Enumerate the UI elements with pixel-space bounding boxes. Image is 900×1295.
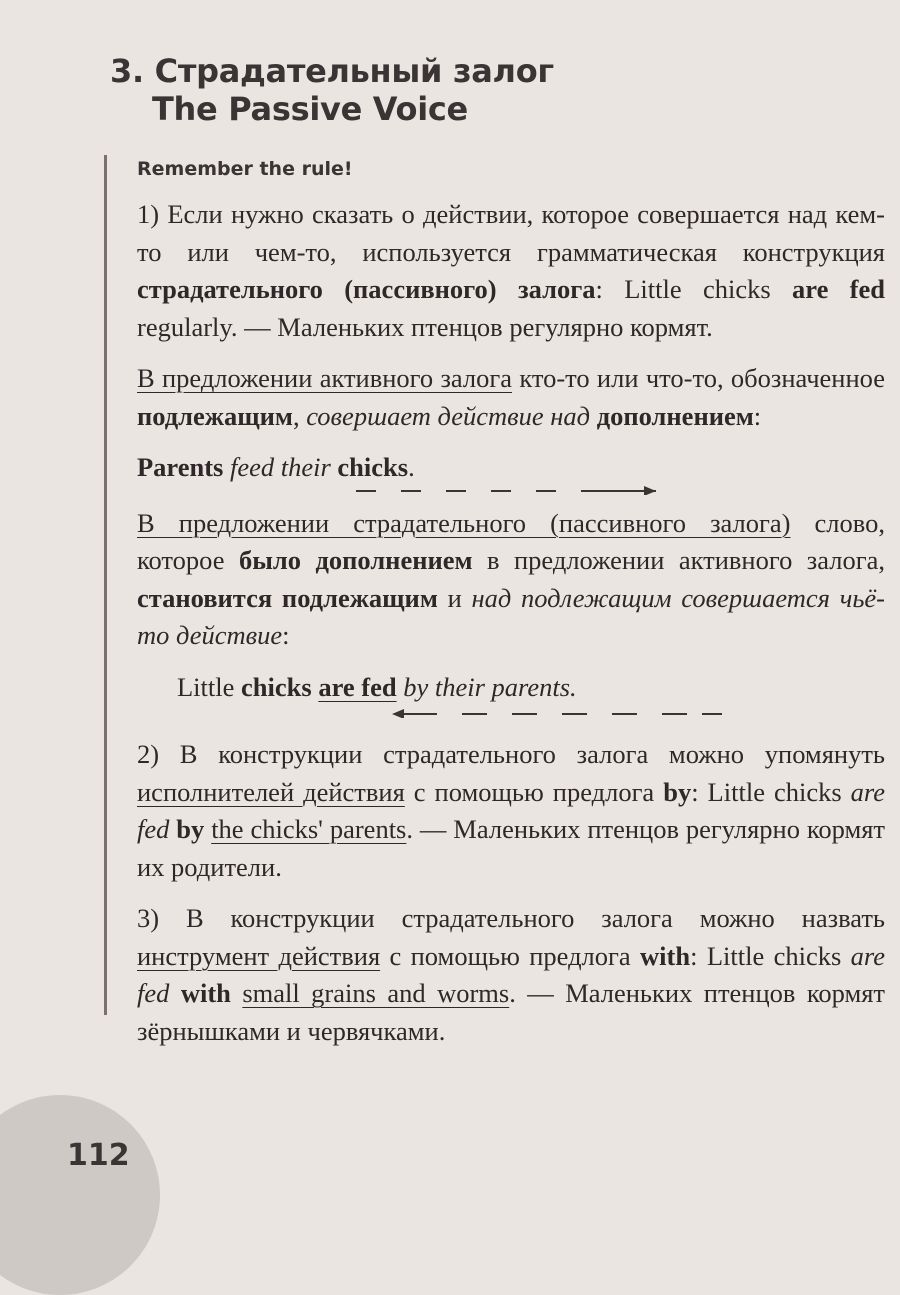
heading-english: The Passive Voice [152,90,468,128]
text-segment: are fed [318,671,397,702]
text-segment: : [753,400,762,431]
text-segment: В предложении страдательного (пассивного залога) [137,507,791,538]
example-passive [137,669,885,707]
text-segment: : Little chicks [595,274,793,304]
text-segment: над подлежащим совершается чьё-то действие [137,582,885,650]
text-segment: by [176,814,205,844]
text-segment: by [663,776,692,807]
text-segment: дополнением [596,400,754,431]
text-segment: feed their [223,452,331,482]
text-segment: , [292,400,307,431]
text-segment: small grains and worms [242,978,510,1008]
text-segment: было дополнением [238,545,473,575]
rule-paragraph [137,736,885,886]
text-segment: становится подлежащим [137,582,438,613]
text-segment: с помощью предлога [380,940,641,971]
text-segment: кто-то или что-то, обозначенное [512,363,885,393]
text-segment: страдательного (пассивного) залога [137,274,596,304]
text-segment: в предложении активного залога, [472,545,885,575]
text-segment: : [282,620,290,650]
text-segment: 3) В конструкции страдательного залога можно назвать [137,903,885,933]
text-segment: инструмент действия [137,940,381,971]
rule-paragraph [137,196,885,346]
text-segment: 2) В конструкции страдательного залога можно упомянуть [137,739,885,769]
text-segment: regularly. — Маленьких птенцов регулярно кормят. [137,311,713,342]
text-segment [231,978,242,1008]
text-segment: . — Маленьких птенцов кормят зёрнышками и червячками. [137,978,886,1046]
text-segment: are fed [137,776,885,844]
text-segment: : Little chicks [690,940,851,971]
rule-paragraph [137,360,885,435]
text-segment: . [408,452,415,482]
text-segment: chicks [241,671,312,702]
text-segment: are fed [792,274,886,304]
text-segment: are fed [137,940,885,1008]
text-segment: with [640,940,691,971]
text-segment: слово, которое [137,507,885,575]
example-active [137,449,885,487]
text-segment: В предложении активного залога [137,363,513,393]
text-segment: исполнителей действия [137,776,405,807]
text-segment: 1) Если нужно сказать о действии, которое совершается над кем-то или чем-то, используется грамматическая конструкция [137,199,885,267]
dashed-arrow-left-icon [392,708,722,718]
text-segment: совершает действие над [306,400,591,431]
text-segment: the chicks' parents [211,814,407,844]
rule-paragraph [137,900,885,1050]
rule-body [137,196,885,1064]
section-heading [110,52,554,128]
text-segment: : Little chicks [691,776,851,807]
heading-russian: 3. Страдательный залог [110,52,554,90]
text-segment: Little [177,671,242,702]
text-segment [590,401,597,431]
text-segment [169,978,180,1008]
text-segment: подлежащим [137,400,293,431]
text-segment: с помощью предлога [404,776,664,807]
page-number-badge [0,1095,160,1295]
text-segment: with [180,978,231,1008]
text-segment: . — Маленьких птенцов регулярно кормят их родители. [137,814,886,882]
text-segment: Parents [137,452,224,482]
text-segment: chicks [330,452,409,482]
text-segment: и [437,582,472,613]
rule-title: Remember the rule! [137,158,353,180]
rule-paragraph [137,505,885,655]
rule-box-border [104,155,107,1015]
text-segment: by their parents. [396,671,577,702]
page-number: 112 [67,1138,130,1173]
